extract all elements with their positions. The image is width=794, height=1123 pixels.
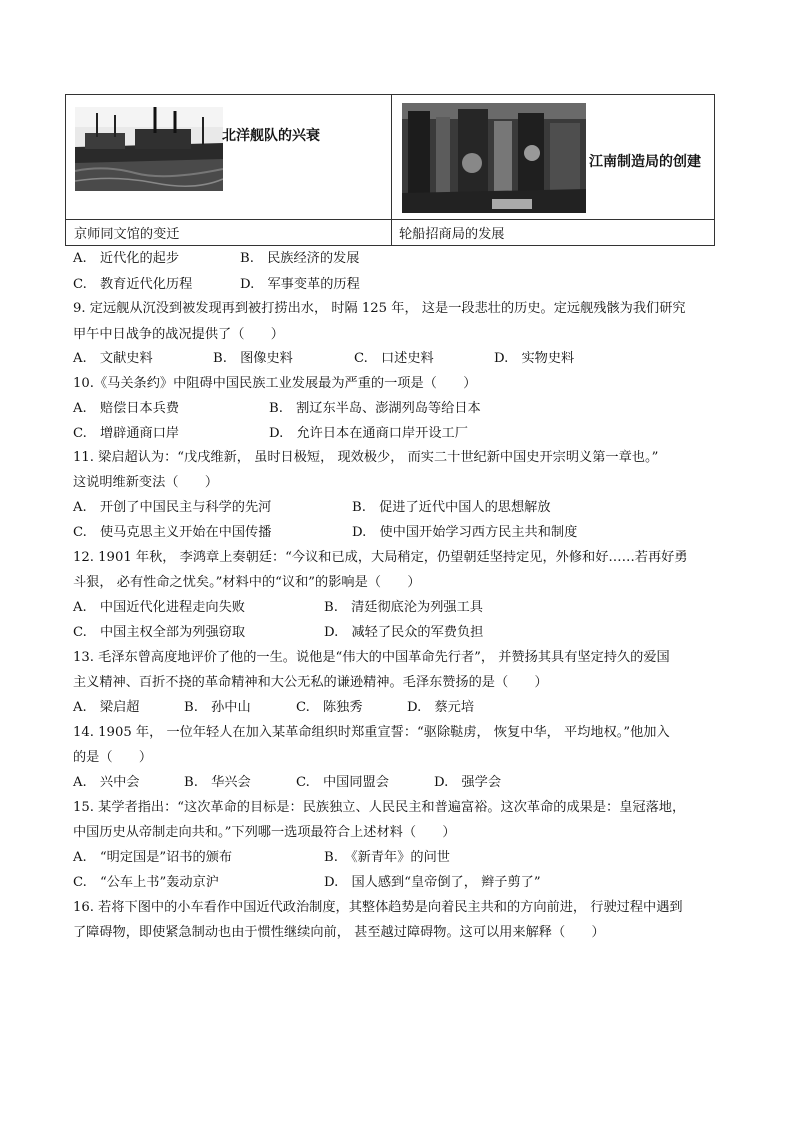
q15-option-a: A. “明定国是”诏书的颁布 <box>73 850 233 865</box>
table-divider-vertical <box>391 95 392 245</box>
q10-option-c: C. 增辟通商口岸 <box>73 426 180 441</box>
q11-option-d: D. 使中国开始学习西方民主共和制度 <box>352 525 578 540</box>
q14-stem-line-1: 14. 1905 年， 一位年轻人在加入某革命组织时郑重宣誓：“驱除鞑虏， 恢复中华， 平均地权。”他加入 <box>73 725 670 740</box>
fleet-photo-label: 北洋舰队的兴衰 <box>222 128 320 144</box>
q14-option-c: C. 中国同盟会 <box>296 775 389 790</box>
q15-option-d: D. 国人感到“皇帝倒了， 辫子剪了” <box>324 875 541 890</box>
arsenal-photo-label: 江南制造局的创建 <box>589 154 701 170</box>
image-table <box>65 94 715 246</box>
q15-stem-line-1: 15. 某学者指出：“这次革命的目标是：民族独立、人民民主和普遍富裕。这次革命的成果是：皇冠落地， <box>73 800 686 815</box>
q8-option-b: B. 民族经济的发展 <box>240 251 360 266</box>
q13-option-c: C. 陈独秀 <box>296 700 363 715</box>
q11-option-a: A. 开创了中国民主与科学的先河 <box>73 500 272 515</box>
q12-option-a: A. 中国近代化进程走向失败 <box>73 600 245 615</box>
q9-option-d: D. 实物史料 <box>494 351 575 366</box>
q16-stem-line-2: 了障碍物，即使紧急制动也由于惯性继续向前， 甚至越过障碍物。这可以用来解释（ ） <box>73 925 605 940</box>
q8-option-c: C. 教育近代化历程 <box>73 277 193 292</box>
q12-option-b: B. 清廷彻底沦为列强工具 <box>324 600 483 615</box>
q10-stem-line-1: 10.《马关条约》中阻碍中国民族工业发展最为严重的一项是（ ） <box>73 376 477 391</box>
fleet-photo <box>75 107 223 191</box>
q11-option-c: C. 使马克思主义开始在中国传播 <box>73 525 272 540</box>
q8-option-a: A. 近代化的起步 <box>73 251 180 266</box>
q16-stem-line-1: 16. 若将下图中的小车看作中国近代政治制度，其整体趋势是向着民主共和的方向前进， 行驶过程中遇到 <box>73 900 683 915</box>
q9-option-b: B. 图像史料 <box>213 351 293 366</box>
q11-option-b: B. 促进了近代中国人的思想解放 <box>352 500 551 515</box>
q9-stem-line-1: 9. 定远舰从沉没到被发现再到被打捞出水， 时隔 125 年， 这是一段悲壮的历史。定远舰残骸为我们研究 <box>73 301 686 316</box>
q15-option-b: B. 《新青年》的问世 <box>324 850 450 865</box>
q13-option-d: D. 蔡元培 <box>407 700 475 715</box>
q13-stem-line-1: 13. 毛泽东曾高度地评价了他的一生。说他是“伟大的中国革命先行者”， 并赞扬其具有坚定持久的爱国 <box>73 650 670 665</box>
arsenal-photo <box>402 103 586 213</box>
q15-stem-line-2: 中国历史从帝制走向共和。”下列哪一选项最符合上述材料（ ） <box>73 825 456 840</box>
q12-option-d: D. 减轻了民众的军费负担 <box>324 625 484 640</box>
q12-stem-line-2: 斗狠， 必有性命之忧矣。”材料中的“议和”的影响是（ ） <box>73 575 421 590</box>
q13-option-a: A. 梁启超 <box>73 700 140 715</box>
q13-option-b: B. 孙中山 <box>184 700 251 715</box>
q12-option-c: C. 中国主权全部为列强窃取 <box>73 625 246 640</box>
q9-option-a: A. 文献史料 <box>73 351 153 366</box>
q15-option-c: C. “公车上书”轰动京沪 <box>73 875 219 890</box>
right-caption: 轮船招商局的发展 <box>399 227 505 242</box>
q14-stem-line-2: 的是（ ） <box>73 750 153 765</box>
q14-option-b: B. 华兴会 <box>184 775 251 790</box>
q10-option-b: B. 割辽东半岛、澎湖列岛等给日本 <box>269 401 481 416</box>
q13-stem-line-2: 主义精神、百折不挠的革命精神和大公无私的谦逊精神。毛泽东赞扬的是（ ） <box>73 675 548 690</box>
q11-stem-line-2: 这说明维新变法（ ） <box>73 475 219 490</box>
left-caption: 京师同文馆的变迁 <box>74 227 180 242</box>
q9-option-c: C. 口述史料 <box>354 351 434 366</box>
q8-option-d: D. 军事变革的历程 <box>240 277 360 292</box>
table-divider-horizontal <box>66 219 714 220</box>
q10-option-a: A. 赔偿日本兵费 <box>73 401 180 416</box>
q11-stem-line-1: 11. 梁启超认为：“戊戌维新， 虽时日极短， 现效极少， 而实二十世纪新中国史开宗明义第一章也。” <box>73 450 659 465</box>
q10-option-d: D. 允许日本在通商口岸开设工厂 <box>269 426 468 441</box>
q9-stem-line-2: 甲午中日战争的战况提供了（ ） <box>73 327 284 342</box>
q12-stem-line-1: 12. 1901 年秋， 李鸿章上奏朝廷：“今议和已成，大局稍定，仍望朝廷坚持定见，外修和好……若再好勇 <box>73 550 688 565</box>
q14-option-d: D. 强学会 <box>434 775 502 790</box>
q14-option-a: A. 兴中会 <box>73 775 140 790</box>
